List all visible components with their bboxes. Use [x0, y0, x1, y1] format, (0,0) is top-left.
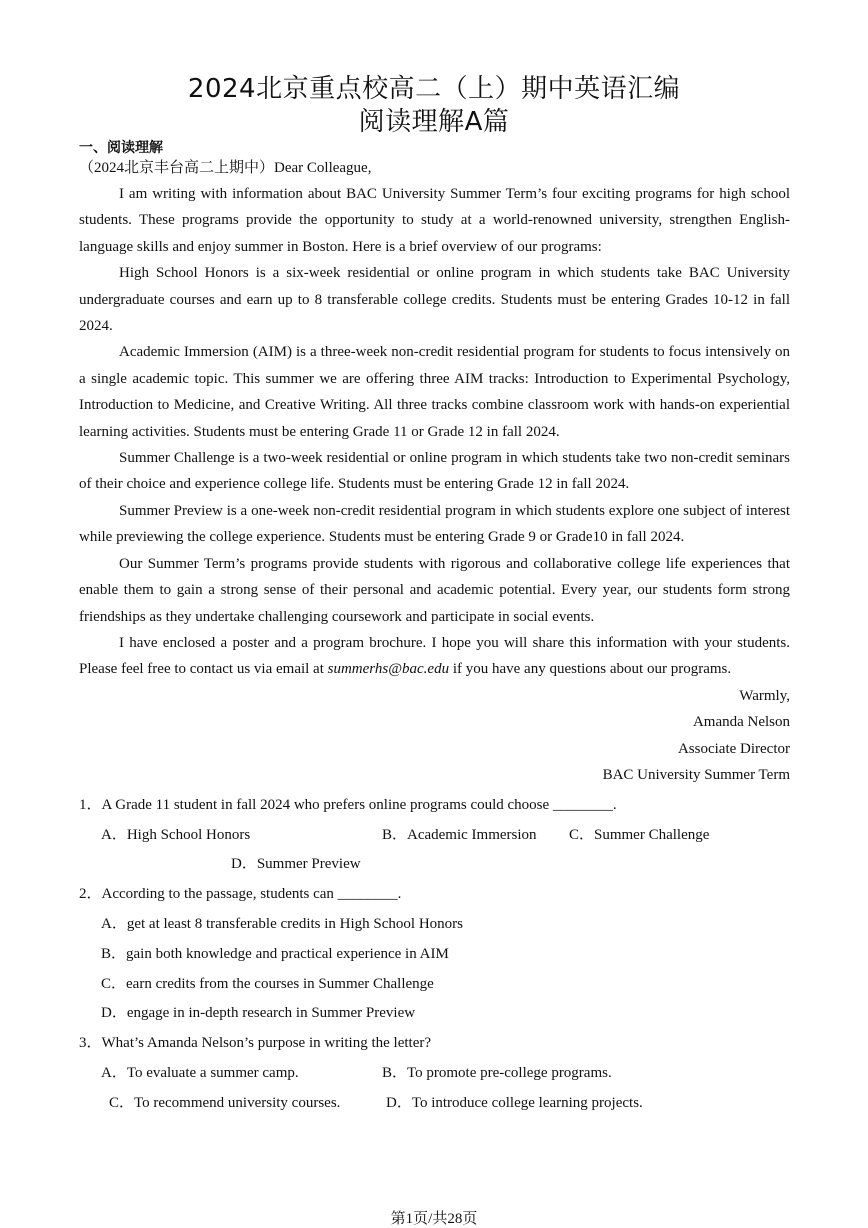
paragraph-text: I have enclosed a poster and a program brochure. I hope you will share this information with your students. Please feel free to contact us via email at	[79, 634, 790, 678]
question-1-option-a: A．High School Honors	[101, 827, 251, 843]
question-3-option-b: B．To promote pre-college programs.	[382, 1065, 612, 1081]
letter-body	[79, 181, 790, 683]
signature-closing: Warmly,	[739, 688, 790, 704]
signature-org: BAC University Summer Term	[602, 767, 790, 784]
question-1-option-b: B．Academic Immersion	[382, 827, 537, 843]
question-1-option-d: D．Summer Preview	[231, 856, 361, 872]
section-heading: 一、阅读理解	[79, 140, 163, 156]
question-3-option-c: C．To recommend university courses.	[109, 1095, 341, 1111]
question-1-stem: 1．A Grade 11 student in fall 2024 who prefers online programs could choose ________.	[79, 797, 617, 813]
question-3-option-d: D．To introduce college learning projects.	[386, 1095, 643, 1111]
letter-paragraph: Summer Challenge is a two-week residential or online program in which students take two non-credit seminars of their choice and experience college life. Students must be entering Grade 12 in fall 2024.	[79, 450, 790, 493]
signature-role: Associate Director	[677, 740, 790, 757]
letter-paragraph: I am writing with information about BAC University Summer Term’s four exciting programs for high school students. These programs provide the opportunity to study at a world-renowned university, strengthen English-language skills and enjoy summer in Boston. Here is a brief overview of our programs:	[79, 186, 790, 255]
email-address: summerhs@bac.edu	[327, 661, 450, 678]
question-3-option-a: A．To evaluate a summer camp.	[101, 1065, 299, 1081]
question-3-stem: 3．What’s Amanda Nelson’s purpose in writing the letter?	[79, 1035, 432, 1051]
passage-source-salutation: （2024北京丰台高二上期中）Dear Colleague,	[79, 160, 372, 176]
document-title: 2024北京重点校高二（上）期中英语汇编	[187, 74, 681, 104]
letter-paragraph: Summer Preview is a one-week non-credit residential program in which students explore one subject of interest while previewing the college experience. Students must be entering Grade 9 or Grade10 in fall 2024.	[79, 502, 790, 546]
question-1-option-c: C．Summer Challenge	[569, 827, 710, 843]
letter-paragraph: Academic Immersion (AIM) is a three-week non-credit residential program for students to focus intensively on a single academic topic. This summer we are offering three AIM tracks: Introduction to Experimental Psychology, Introduction to Medicine, and Creative Writing. All three tracks combine classroom work with hands-on experiential learning activities. Students must be entering Grade 11 or Grade 12 in fall 2024.	[79, 344, 790, 440]
question-2-option-a: A．get at least 8 transferable credits in High School Honors	[101, 916, 463, 932]
question-2-option-b: B．gain both knowledge and practical experience in AIM	[101, 946, 449, 962]
letter-paragraph: Our Summer Term’s programs provide students with rigorous and collaborative college life experiences that enable them to gain a strong sense of their personal and academic potential. Every year, our students form strong friendships as they undertake challenging coursework and participate in social events.	[79, 555, 790, 625]
signature-name: Amanda Nelson	[692, 714, 790, 731]
paragraph-text: if you have any questions about our programs.	[449, 661, 732, 678]
page-number: 第1页/共28页	[390, 1211, 478, 1227]
question-2-option-c: C．earn credits from the courses in Summer Challenge	[101, 976, 434, 992]
document-subtitle: 阅读理解A篇	[358, 107, 510, 137]
letter-paragraph	[79, 630, 790, 683]
signature-block	[603, 683, 790, 789]
question-2-option-d: D．engage in in-depth research in Summer Preview	[101, 1005, 416, 1021]
question-2-stem: 2．According to the passage, students can ________.	[79, 886, 402, 902]
letter-paragraph: High School Honors is a six-week residential or online program in which students take BAC University undergraduate courses and earn up to 8 transferable college credits. Students must be entering Grades 10-12 in fall 2024.	[79, 265, 790, 335]
